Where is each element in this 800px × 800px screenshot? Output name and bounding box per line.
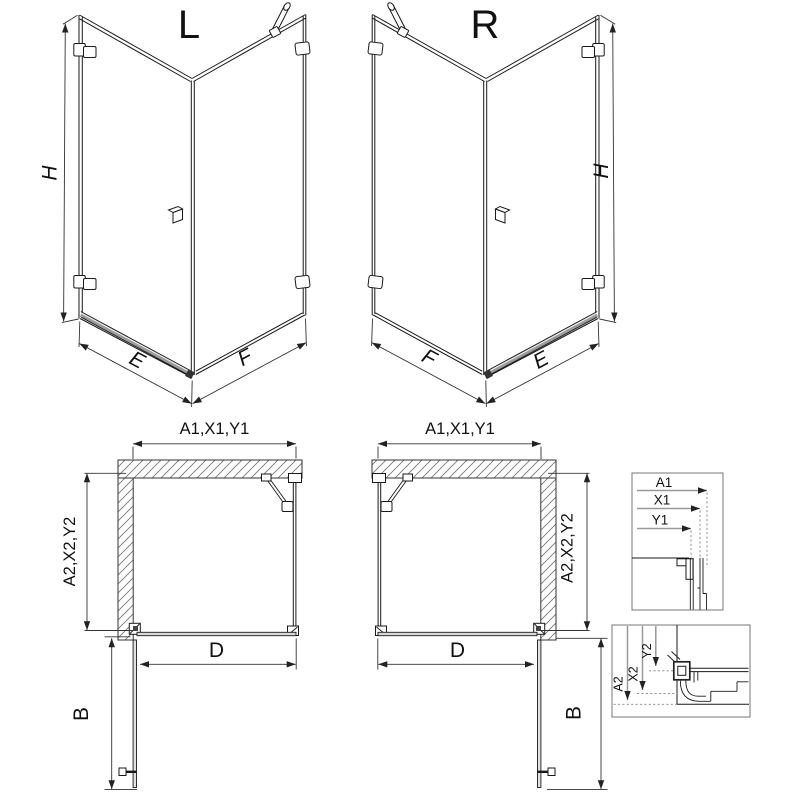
- label-top-dim-left: A1,X1,Y1: [179, 420, 250, 438]
- detail-box-top: [632, 473, 723, 610]
- plan-left-side-wall: [118, 478, 133, 640]
- label-version-left: L: [177, 3, 201, 47]
- plan-view-left: [61, 420, 302, 790]
- label-door-width-left: E: [125, 346, 149, 374]
- iso-view-left: [39, 2, 311, 407]
- label-door-width-right: E: [529, 346, 553, 374]
- label-side-dim-right: A2,X2,Y2: [558, 513, 577, 583]
- label-door-swing-left: B: [70, 706, 93, 722]
- detail-top-frame: [632, 473, 723, 610]
- label-panel-width-left: F: [233, 344, 257, 371]
- detail-label-A1: A1: [655, 475, 673, 490]
- iso-left-geometry: [62, 2, 310, 407]
- plan-view-right: [372, 420, 608, 790]
- detail-label-Y1: Y1: [651, 512, 669, 528]
- plan-right-side-wall: [541, 478, 556, 640]
- plan-left-dim-B-ext: [105, 637, 138, 790]
- plan-right-geometry: [373, 444, 590, 788]
- detail-label-X2: X2: [626, 666, 641, 682]
- label-height-left: H: [38, 165, 62, 181]
- iso-right-geometry: [368, 2, 616, 407]
- label-opening-left: D: [208, 639, 225, 662]
- label-panel-width-right: F: [417, 344, 441, 371]
- detail-label-Y2: Y2: [639, 643, 654, 659]
- label-opening-right: D: [449, 639, 466, 662]
- iso-view-right: [368, 2, 616, 407]
- detail-box-bottom: [612, 625, 751, 717]
- label-side-dim-left: A2,X2,Y2: [61, 516, 79, 587]
- label-version-right: R: [470, 3, 500, 47]
- detail-label-A2: A2: [611, 676, 626, 692]
- label-height-right: H: [590, 163, 613, 179]
- detail-label-X1: X1: [653, 492, 671, 508]
- plan-left-geometry: [85, 444, 302, 788]
- plan-left-top-wall: [118, 460, 302, 478]
- label-door-swing-right: B: [562, 705, 586, 721]
- plan-right-top-wall: [372, 460, 556, 478]
- label-top-dim-right: A1,X1,Y1: [425, 420, 495, 438]
